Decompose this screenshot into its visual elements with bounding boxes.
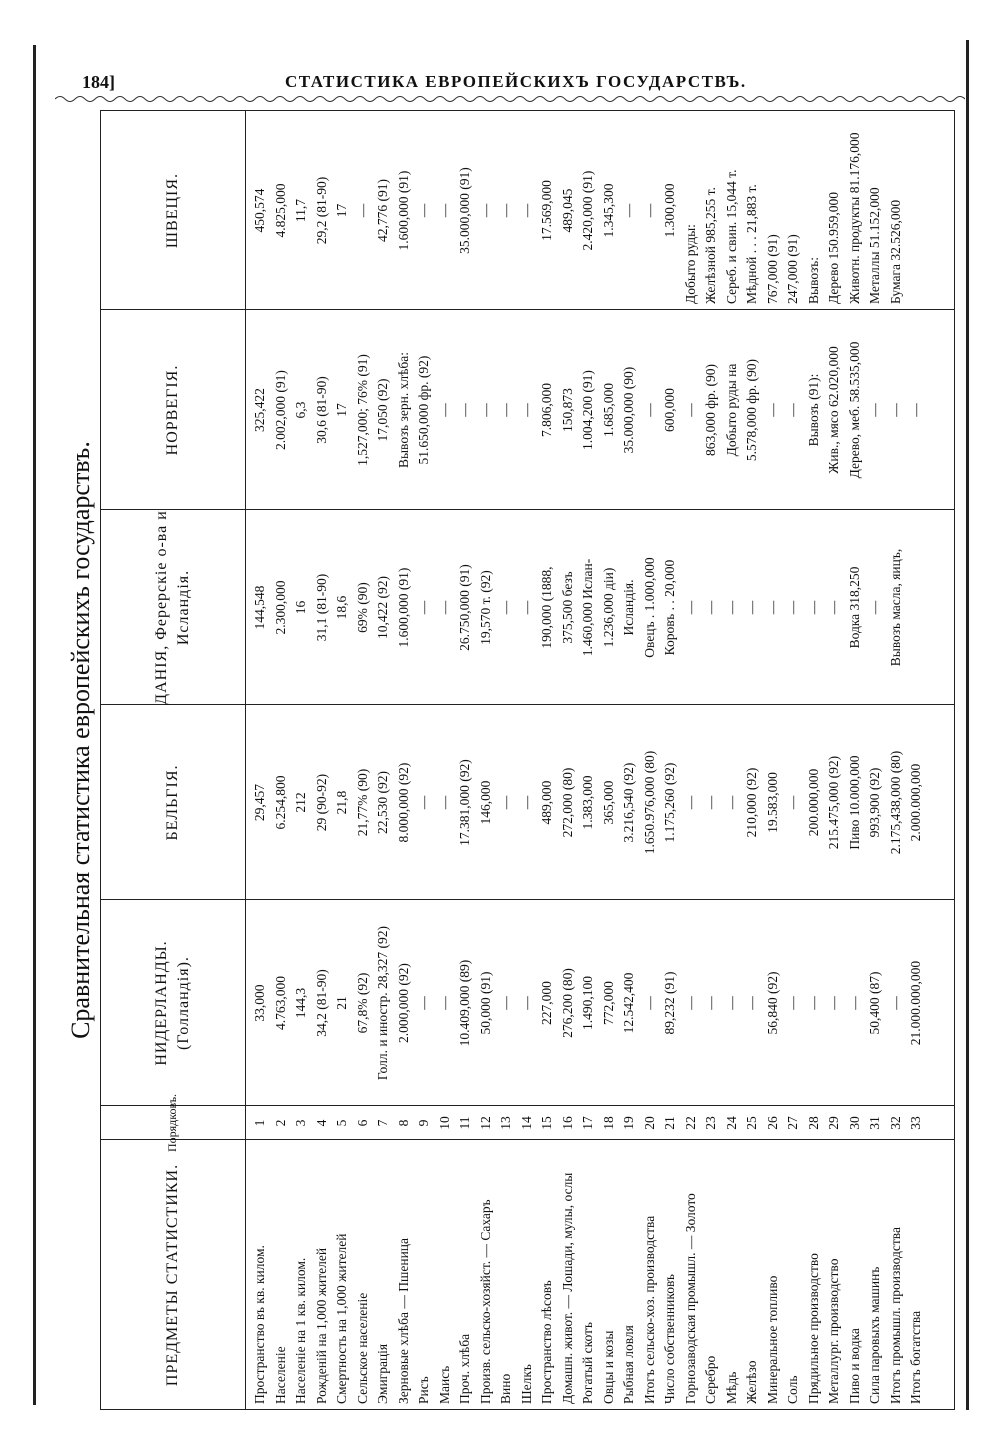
cell-norway: — bbox=[498, 403, 513, 417]
rotated-table bbox=[60, 110, 970, 1410]
row-number: 17 bbox=[580, 1116, 595, 1130]
cell-belgium: 22,530 (92) bbox=[375, 771, 390, 834]
cell-netherlands: — bbox=[805, 996, 821, 1010]
cell-sweden: Желѣзной 985,255 т. bbox=[703, 187, 718, 304]
row-number: 28 bbox=[805, 1116, 821, 1130]
row-label: Смертность на 1,000 жителей bbox=[334, 1233, 349, 1404]
cell-sweden: — bbox=[416, 203, 431, 218]
cell-denmark bbox=[906, 510, 927, 705]
row-label: Прядильное производство bbox=[805, 1253, 821, 1404]
cell-sweden: 42,776 (91) bbox=[375, 179, 390, 242]
cell-belgium: — bbox=[703, 795, 718, 810]
cell-sweden: 450,574 bbox=[252, 188, 267, 233]
cell-denmark: 1.460,000 Ислан- bbox=[580, 558, 595, 657]
row-label: Мѣдь bbox=[723, 1371, 739, 1404]
cell-netherlands: Голл. и иностр. 28,327 (92) bbox=[375, 925, 390, 1081]
column-items bbox=[250, 1140, 927, 1410]
cell-belgium: 3.216,540 (92) bbox=[621, 762, 636, 843]
cell-belgium: 21,77% (90) bbox=[354, 768, 370, 837]
cell-belgium: 29,457 bbox=[252, 783, 267, 822]
cell-denmark: — bbox=[703, 600, 718, 615]
header-belgium: БЕЛЬГІЯ. bbox=[163, 764, 181, 841]
row-number: 8 bbox=[395, 1119, 411, 1127]
cell-sweden: 17 bbox=[334, 203, 349, 218]
cell-netherlands: — bbox=[436, 996, 452, 1010]
cell-sweden: — bbox=[621, 203, 636, 218]
cell-belgium: 212 bbox=[293, 792, 308, 813]
row-label: Рыбная ловля bbox=[621, 1325, 636, 1404]
cell-netherlands: 33,000 bbox=[252, 984, 267, 1022]
row-label: Горнозаводская промышл. — Золото bbox=[682, 1193, 698, 1404]
cell-netherlands: 4.763,000 bbox=[272, 976, 288, 1030]
header-netherlands: НИДЕРЛАНДЫ. (Голландія). bbox=[152, 940, 192, 1066]
row-number: 13 bbox=[498, 1116, 513, 1130]
cell-sweden: — bbox=[477, 203, 493, 218]
cell-denmark: Вывозъ масла, яицъ, bbox=[887, 548, 903, 667]
cell-belgium: — bbox=[498, 795, 513, 810]
cell-belgium: 17.381,000 (92) bbox=[457, 759, 472, 846]
cell-norway: 863,000 фр. (90) bbox=[703, 364, 718, 456]
row-number: 18 bbox=[600, 1116, 616, 1130]
row-label: Населеніе bbox=[272, 1346, 288, 1404]
cell-belgium: 19.583,000 bbox=[764, 772, 780, 833]
cell-sweden: Металлы 51.152,000 bbox=[867, 187, 882, 304]
cell-belgium: 1.650.976,000 (80) bbox=[641, 750, 657, 855]
cell-norway: 1.004,200 (91) bbox=[580, 370, 595, 450]
cell-sweden: Мѣдной . . . 21,883 т. bbox=[744, 184, 759, 304]
cell-netherlands: — bbox=[887, 996, 903, 1010]
cell-norway: Дерево, меб. 58.535,000 bbox=[846, 341, 862, 479]
row-label: Проч. хлѣба bbox=[457, 1333, 472, 1404]
cell-norway: Вывозъ (91): bbox=[805, 373, 821, 447]
cell-belgium: — bbox=[785, 795, 800, 810]
cell-netherlands: — bbox=[826, 996, 841, 1010]
cell-sweden: 767,000 (91) bbox=[764, 234, 780, 304]
cell-netherlands: 34,2 (81-90) bbox=[313, 969, 329, 1037]
column-sweden bbox=[250, 111, 927, 310]
cell-belgium: 215.475,000 (92) bbox=[826, 755, 841, 850]
cell-norway: — bbox=[436, 403, 452, 417]
row-label: Шелкъ bbox=[518, 1364, 534, 1404]
cell-denmark: 69% (90) bbox=[354, 582, 370, 633]
cell-norway: 30,6 (81-90) bbox=[313, 376, 329, 444]
cell-denmark: — bbox=[867, 600, 882, 615]
cell-denmark: 1.600,000 (91) bbox=[395, 567, 411, 648]
row-label: Эмиграція bbox=[375, 1343, 390, 1404]
cell-norway: 6,3 bbox=[293, 401, 308, 419]
cell-netherlands: 67,8% (92) bbox=[354, 972, 370, 1034]
cell-norway: 5.578,000 фр. (90) bbox=[744, 358, 759, 462]
cell-denmark: — bbox=[805, 600, 821, 615]
cell-netherlands: 772,000 bbox=[600, 981, 616, 1025]
cell-netherlands: — bbox=[723, 996, 739, 1010]
cell-netherlands: — bbox=[641, 996, 657, 1010]
cell-denmark: — bbox=[436, 600, 452, 615]
cell-sweden: 29,2 (81-90) bbox=[313, 176, 329, 245]
row-number: 11 bbox=[457, 1116, 472, 1130]
cell-belgium: 365,000 bbox=[600, 780, 616, 825]
cell-denmark: 16 bbox=[293, 600, 308, 615]
cell-netherlands: — bbox=[744, 996, 759, 1010]
cell-denmark: — bbox=[518, 600, 534, 615]
cell-norway: 1.685,000 bbox=[600, 383, 616, 437]
cell-belgium: — bbox=[416, 795, 431, 810]
row-number: 24 bbox=[723, 1116, 739, 1130]
column-denmark bbox=[250, 510, 927, 705]
cell-denmark: — bbox=[785, 600, 800, 615]
page-number: 184] bbox=[82, 72, 115, 92]
cell-netherlands: 10.409,000 (89) bbox=[457, 959, 472, 1047]
cell-netherlands: 144,3 bbox=[293, 987, 308, 1019]
cell-denmark: 19,570 т. (92) bbox=[477, 570, 493, 645]
cell-denmark: 10,422 (92) bbox=[375, 576, 390, 639]
row-number: 4 bbox=[313, 1119, 329, 1127]
row-label: Домашн. живот. — Лошади, мулы, ослы bbox=[559, 1172, 575, 1404]
row-label: Желѣзо bbox=[744, 1360, 759, 1404]
row-number: 5 bbox=[334, 1119, 349, 1127]
cell-netherlands: — bbox=[682, 996, 698, 1010]
cell-norway: — bbox=[867, 403, 882, 417]
cell-denmark: — bbox=[764, 600, 780, 615]
cell-netherlands: 21 bbox=[334, 996, 349, 1010]
row-number: 33 bbox=[908, 1116, 923, 1130]
cell-norway: Добыто руды на bbox=[723, 363, 739, 457]
table-grid bbox=[100, 110, 955, 1410]
row-number: 15 bbox=[539, 1116, 554, 1130]
cell-belgium: 2.000.000,000 bbox=[908, 763, 923, 842]
row-number: 9 bbox=[416, 1119, 431, 1127]
wavy-rule bbox=[55, 92, 965, 106]
column-num bbox=[250, 1106, 927, 1140]
cell-sweden: Дерево 150.959,000 bbox=[826, 191, 841, 304]
cell-norway: 2.002,000 (91) bbox=[272, 370, 288, 450]
header-items: ПРЕДМЕТЫ СТАТИСТИКИ. bbox=[163, 1163, 181, 1387]
cell-norway: — bbox=[785, 403, 800, 417]
cell-norway: 325,422 bbox=[252, 388, 267, 432]
row-label: Металлург. производство bbox=[826, 1258, 841, 1404]
cell-denmark: 375,500 безъ bbox=[559, 571, 575, 644]
cell-norway: 150,873 bbox=[559, 388, 575, 432]
cell-norway: Жив., мясо 62.020,000 bbox=[826, 346, 841, 474]
cell-netherlands: — bbox=[518, 996, 534, 1010]
header-num: Порядковъ. bbox=[165, 1093, 180, 1153]
row-number: 26 bbox=[764, 1116, 780, 1130]
cell-belgium: Пиво 10.000,000 bbox=[846, 755, 862, 850]
cell-belgium: 29 (90-92) bbox=[313, 773, 329, 832]
row-number: 32 bbox=[887, 1116, 903, 1130]
cell-belgium: 489,000 bbox=[539, 780, 554, 825]
cell-sweden: — bbox=[641, 203, 657, 218]
row-number: 31 bbox=[867, 1116, 882, 1130]
cell-belgium: 8.000,000 (92) bbox=[395, 762, 411, 843]
cell-norway: — bbox=[908, 403, 923, 417]
cell-norway: — bbox=[764, 403, 780, 417]
row-label: Сельское населеніе bbox=[354, 1292, 370, 1404]
cell-sweden: — bbox=[354, 203, 370, 218]
cell-belgium: 993,900 (92) bbox=[867, 767, 882, 838]
row-label: Сила паровыхъ машинъ bbox=[867, 1266, 882, 1404]
row-number: 21 bbox=[662, 1116, 677, 1130]
row-number: 7 bbox=[375, 1119, 390, 1127]
cell-denmark: 2.300,000 bbox=[272, 580, 288, 635]
header-norway: НОРВЕГІЯ. bbox=[163, 364, 181, 456]
row-label: Овцы и козы bbox=[600, 1330, 616, 1404]
column-belgium bbox=[250, 705, 927, 900]
row-number: 16 bbox=[559, 1116, 575, 1130]
cell-sweden: Бумага 32.526,000 bbox=[887, 199, 903, 304]
cell-norway: — bbox=[887, 403, 903, 417]
cell-norway: — bbox=[477, 403, 493, 417]
cell-belgium: 1.175,260 (92) bbox=[662, 762, 677, 843]
cell-norway: — bbox=[518, 403, 534, 417]
row-label: Итогъ богатства bbox=[908, 1310, 923, 1404]
cell-sweden: 1.345,300 bbox=[600, 183, 616, 238]
row-number: 2 bbox=[272, 1119, 288, 1127]
cell-netherlands: 276,200 (80) bbox=[559, 968, 575, 1038]
cell-norway: 7.806,000 bbox=[539, 383, 554, 437]
cell-netherlands: 56,840 (92) bbox=[764, 971, 780, 1035]
cell-belgium: — bbox=[436, 795, 452, 810]
cell-sweden: Добыто руды: bbox=[682, 224, 698, 304]
cell-norway: 1,527,000; 76% (91) bbox=[354, 354, 370, 466]
cell-netherlands: — bbox=[416, 996, 431, 1010]
cell-sweden: 11,7 bbox=[293, 198, 308, 223]
cell-denmark: 31,1 (81-90) bbox=[313, 573, 329, 642]
table-title: Сравнительная статистика европейскихъ государствъ. bbox=[66, 441, 95, 1039]
row-label: Вино bbox=[498, 1373, 513, 1404]
cell-belgium: 200.000,000 bbox=[805, 768, 821, 837]
cell-norway: 17 bbox=[334, 403, 349, 417]
cell-denmark: — bbox=[498, 600, 513, 615]
row-number: 25 bbox=[744, 1116, 759, 1130]
cell-sweden: 1.600,000 (91) bbox=[395, 170, 411, 251]
cell-denmark: 26.750,000 (91) bbox=[457, 564, 472, 651]
cell-norway: 35.000,000 (90) bbox=[621, 366, 636, 454]
cell-netherlands: — bbox=[703, 996, 718, 1010]
row-number: 12 bbox=[477, 1116, 493, 1130]
cell-sweden: 4.825,000 bbox=[272, 183, 288, 238]
cell-netherlands: 1.490,100 bbox=[580, 976, 595, 1030]
cell-netherlands: 12.542,400 bbox=[621, 972, 636, 1034]
cell-netherlands: 227,000 bbox=[539, 981, 554, 1025]
cell-belgium: 272,000 (80) bbox=[559, 767, 575, 838]
row-number: 23 bbox=[703, 1116, 718, 1130]
cell-denmark: Коровъ . . 20,000 bbox=[662, 559, 677, 656]
cell-norway: 600,000 bbox=[662, 388, 677, 432]
cell-denmark: — bbox=[744, 600, 759, 615]
cell-netherlands: — bbox=[498, 996, 513, 1010]
cell-sweden: Сереб. и свин. 15,044 т. bbox=[723, 169, 739, 304]
cell-belgium: 1.383,000 bbox=[580, 775, 595, 830]
cell-belgium: — bbox=[518, 795, 534, 810]
row-label: Произв. сельско-хозяйст. — Сахаръ bbox=[477, 1199, 493, 1404]
row-number: 22 bbox=[682, 1116, 698, 1130]
row-label: Маисъ bbox=[436, 1365, 452, 1404]
row-label: Рожденій на 1,000 жителей bbox=[313, 1247, 329, 1404]
cell-denmark: Овецъ . 1.000,000 bbox=[641, 557, 657, 658]
cell-sweden: 17.569,000 bbox=[539, 180, 554, 241]
row-number: 14 bbox=[518, 1116, 534, 1130]
row-label: Пространство въ кв. килом. bbox=[252, 1245, 267, 1404]
row-number: 10 bbox=[436, 1116, 452, 1130]
row-label: Соль bbox=[785, 1375, 800, 1404]
row-label: Итогъ промышл. производства bbox=[887, 1227, 903, 1404]
cell-sweden: — bbox=[518, 203, 534, 218]
cell-belgium: 6.254,800 bbox=[272, 775, 288, 830]
row-number: 19 bbox=[621, 1116, 636, 1130]
row-label: Пиво и водка bbox=[846, 1328, 862, 1404]
row-number: 3 bbox=[293, 1119, 308, 1127]
row-label: Рисъ bbox=[416, 1376, 431, 1404]
cell-belgium: 210,000 (92) bbox=[744, 767, 759, 838]
cell-denmark: Водка 318,250 bbox=[846, 566, 862, 649]
row-label: Рогатый скотъ bbox=[580, 1322, 595, 1404]
cell-denmark: 144,548 bbox=[252, 585, 267, 630]
cell-norway: 17,050 (92) bbox=[375, 378, 390, 442]
cell-sweden: — bbox=[498, 203, 513, 218]
row-label: Серебро bbox=[703, 1355, 718, 1404]
cell-sweden: 1.300,000 bbox=[662, 183, 677, 238]
cell-netherlands: — bbox=[846, 996, 862, 1010]
cell-sweden: 489,045 bbox=[559, 188, 575, 233]
cell-denmark: — bbox=[826, 600, 841, 615]
row-label: Населеніе на 1 кв. килом. bbox=[293, 1257, 308, 1404]
cell-sweden: 2.420,000 (91) bbox=[580, 170, 595, 251]
cell-sweden: Животн. продукты 81.176,000 bbox=[846, 132, 862, 304]
header-denmark: ДАНІЯ, Ферерскіе о-ва и Исландія. bbox=[152, 510, 192, 705]
row-number: 1 bbox=[252, 1119, 267, 1127]
row-number: 6 bbox=[354, 1119, 370, 1127]
cell-denmark: — bbox=[682, 600, 698, 615]
cell-netherlands: 21.000.000,000 bbox=[908, 960, 923, 1046]
cell-belgium: — bbox=[682, 795, 698, 810]
column-netherlands bbox=[250, 900, 927, 1106]
cell-netherlands: 50,400 (87) bbox=[867, 971, 882, 1035]
cell-belgium: — bbox=[723, 795, 739, 810]
cell-denmark: — bbox=[723, 600, 739, 615]
cell-norway: — bbox=[682, 403, 698, 417]
cell-belgium: 2.175,438,000 (80) bbox=[887, 750, 903, 855]
row-label: Число собственниковъ bbox=[662, 1274, 677, 1404]
cell-denmark: — bbox=[416, 600, 431, 615]
left-border bbox=[33, 45, 36, 1405]
row-number: 30 bbox=[846, 1116, 862, 1130]
row-number: 20 bbox=[641, 1116, 657, 1130]
cell-norway: — bbox=[457, 403, 472, 417]
cell-sweden bbox=[906, 111, 927, 310]
cell-sweden: Вывозъ: bbox=[805, 257, 821, 304]
cell-sweden: 247,000 (91) bbox=[785, 234, 800, 304]
cell-belgium: 146,000 bbox=[477, 780, 493, 825]
column-norway bbox=[250, 310, 927, 510]
cell-sweden: 35.000,000 (91) bbox=[457, 167, 472, 254]
cell-belgium: 21,8 bbox=[334, 790, 349, 815]
cell-sweden: — bbox=[436, 203, 452, 218]
cell-netherlands: 89,232 (91) bbox=[662, 971, 677, 1035]
running-title: СТАТИСТИКА ЕВРОПЕЙСКИХЪ ГОСУДАРСТВЪ. bbox=[285, 72, 747, 91]
row-label: Зерновые хлѣба — Пшеница bbox=[395, 1237, 411, 1404]
row-label: Пространство лѣсовъ bbox=[539, 1280, 554, 1404]
row-number: 27 bbox=[785, 1116, 800, 1130]
header-sweden: ШВЕЦІЯ. bbox=[163, 172, 181, 249]
cell-norway: 51.650,000 фр. (92) bbox=[416, 355, 431, 465]
cell-norway: Вывозъ зерн. хлѣба: bbox=[395, 351, 411, 469]
row-label: Минеральное топливо bbox=[764, 1275, 780, 1404]
cell-denmark: 1.236,000 діи) bbox=[600, 567, 616, 648]
cell-netherlands: — bbox=[785, 996, 800, 1010]
row-label: Итогъ сельско-хоз. производства bbox=[641, 1215, 657, 1404]
cell-netherlands: 2.000,000 (92) bbox=[395, 963, 411, 1043]
row-number: 29 bbox=[826, 1116, 841, 1130]
cell-denmark: Исландія. bbox=[621, 579, 636, 636]
cell-norway: — bbox=[641, 403, 657, 417]
cell-denmark: 190,000 (1888, bbox=[539, 566, 554, 649]
cell-denmark: 18,6 bbox=[334, 595, 349, 620]
cell-netherlands: 50,000 (91) bbox=[477, 971, 493, 1035]
